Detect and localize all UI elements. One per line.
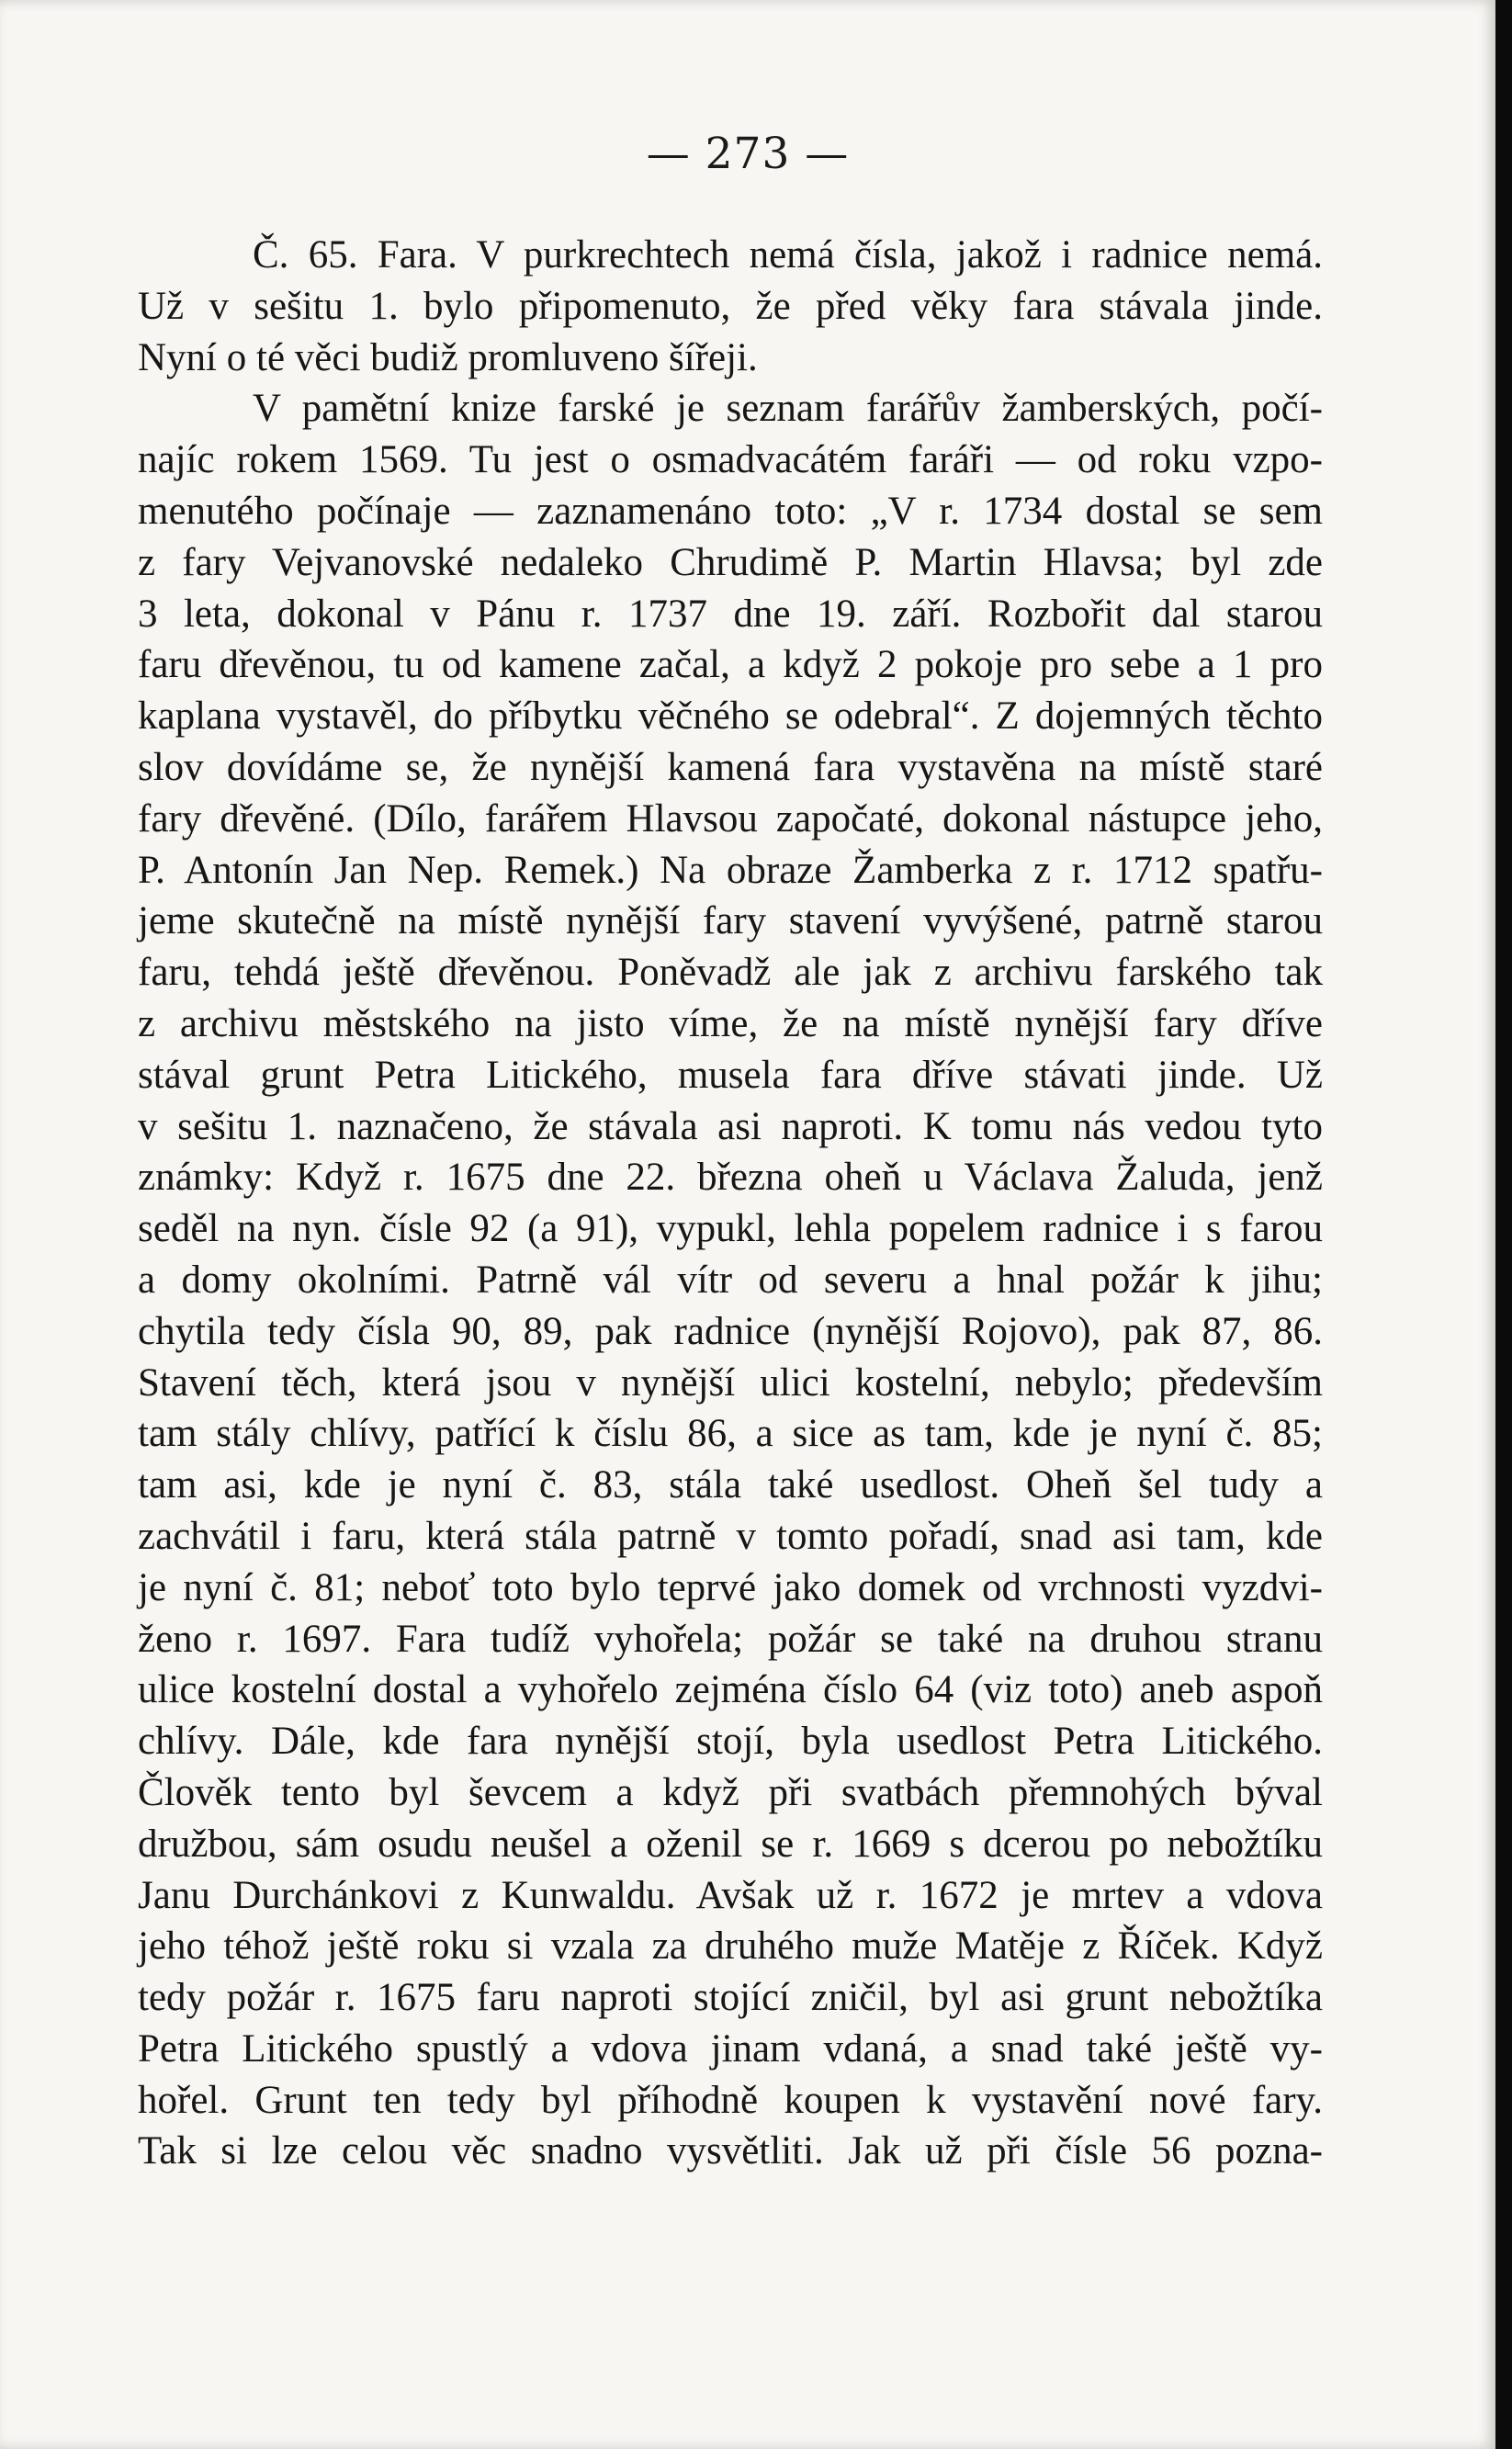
text-line: faru dřevěnou, tu od kamene začal, a když 2 pokoje pro sebe a 1 pro: [138, 643, 1323, 687]
text-line: P. Antonín Jan Nep. Remek.) Na obraze Žamberka z r. 1712 spatřu-: [138, 848, 1323, 892]
text-line: je nyní č. 81; neboť toto bylo teprvé jako domek od vrchnosti vyzdvi-: [138, 1565, 1323, 1609]
text-line: hořel. Grunt ten tedy byl příhodně koupen k vystavění nové fary.: [138, 2078, 1323, 2122]
text-line: Už v sešitu 1. bylo připomenuto, že před věky fara stávala jinde.: [138, 284, 1323, 328]
text-line: a domy okolními. Patrně vál vítr od severu a hnal požár k jihu;: [138, 1258, 1323, 1302]
text-line: z archivu městského na jisto víme, že na místě nynější fary dříve: [138, 1001, 1323, 1045]
body-text: [138, 230, 1323, 2177]
text-line: fary dřevěné. (Dílo, farářem Hlavsou započaté, dokonal nástupce jeho,: [138, 796, 1323, 841]
text-line: z fary Vejvanovské nedaleko Chrudimě P. Martin Hlavsa; byl zde: [138, 540, 1323, 584]
text-line: menutého počínaje — zaznamenáno toto: „V r. 1734 dostal se sem: [138, 489, 1323, 533]
text-line: tedy požár r. 1675 faru naproti stojící zničil, byl asi grunt nebožtíka: [138, 1976, 1323, 2020]
text-line: kaplana vystavěl, do příbytku věčného se odebral“. Z dojemných těchto: [138, 694, 1323, 739]
text-line: ženo r. 1697. Fara tudíž vyhořela; požár se také na druhou stranu: [138, 1617, 1323, 1661]
text-line: chytila tedy čísla 90, 89, pak radnice (nynější Rojovo), pak 87, 86.: [138, 1309, 1323, 1353]
text-line: Janu Durchánkovi z Kunwaldu. Avšak už r. 1672 je mrtev a vdova: [138, 1873, 1323, 1917]
text-line: V pamětní knize farské je seznam farářův žamberských, počí-: [253, 387, 1323, 431]
text-line: slov dovídáme se, že nynější kamená fara vystavěna na místě staré: [138, 745, 1323, 789]
text-line: Petra Litického spustlý a vdova jinam vdaná, a snad také ještě vy-: [138, 2026, 1323, 2071]
page-edge: [1495, 0, 1512, 2449]
text-line: faru, tehdá ještě dřevěnou. Poněvadž ale jak z archivu farského tak: [138, 951, 1323, 995]
text-line: tam stály chlívy, patřící k číslu 86, a sice as tam, kde je nyní č. 85;: [138, 1412, 1323, 1456]
text-line: tam asi, kde je nyní č. 83, stála také usedlost. Oheň šel tudy a: [138, 1463, 1323, 1507]
text-line: stával grunt Petra Litického, musela fara dříve stávati jinde. Už: [138, 1053, 1323, 1097]
text-line: Tak si lze celou věc snadno vysvětliti. Jak už při čísle 56 pozna-: [138, 2129, 1323, 2173]
text-line: 3 leta, dokonal v Pánu r. 1737 dne 19. září. Rozbořit dal starou: [138, 592, 1323, 636]
text-line: Stavení těch, která jsou v nynější ulici kostelní, nebylo; především: [138, 1360, 1323, 1405]
text-line: jeho téhož ještě roku si vzala za druhého muže Matěje z Říček. Když: [138, 1924, 1323, 1969]
text-line: známky: Když r. 1675 dne 22. března oheň u Václava Žaluda, jenž: [138, 1156, 1323, 1200]
text-line: chlívy. Dále, kde fara nynější stojí, byla usedlost Petra Litického.: [138, 1720, 1323, 1764]
text-line: seděl na nyn. čísle 92 (a 91), vypukl, lehla popelem radnice i s farou: [138, 1207, 1323, 1251]
text-line: najíc rokem 1569. Tu jest o osmadvacátém faráři — od roku vzpo-: [138, 438, 1323, 482]
text-line: Nyní o té věci budiž promluveno šířeji.: [138, 335, 758, 379]
text-line: družbou, sám osudu neušel a oženil se r. 1669 s dcerou po nebožtíku: [138, 1822, 1323, 1866]
text-line: jeme skutečně na místě nynější fary stavení vyvýšené, patrně starou: [138, 899, 1323, 943]
text-line: zachvátil i faru, která stála patrně v tomto pořadí, snad asi tam, kde: [138, 1514, 1323, 1558]
text-line: Člověk tento byl ševcem a když při svatbách přemnohých býval: [138, 1770, 1323, 1814]
text-line: Č. 65. Fara. V purkrechtech nemá čísla, jakož i radnice nemá.: [253, 233, 1323, 276]
page-number: — 273 —: [646, 129, 850, 179]
text-line: ulice kostelní dostal a vyhořelo zejména číslo 64 (viz toto) aneb aspoň: [138, 1668, 1323, 1712]
text-line: v sešitu 1. naznačeno, že stávala asi naproti. K tomu nás vedou tyto: [138, 1104, 1323, 1148]
